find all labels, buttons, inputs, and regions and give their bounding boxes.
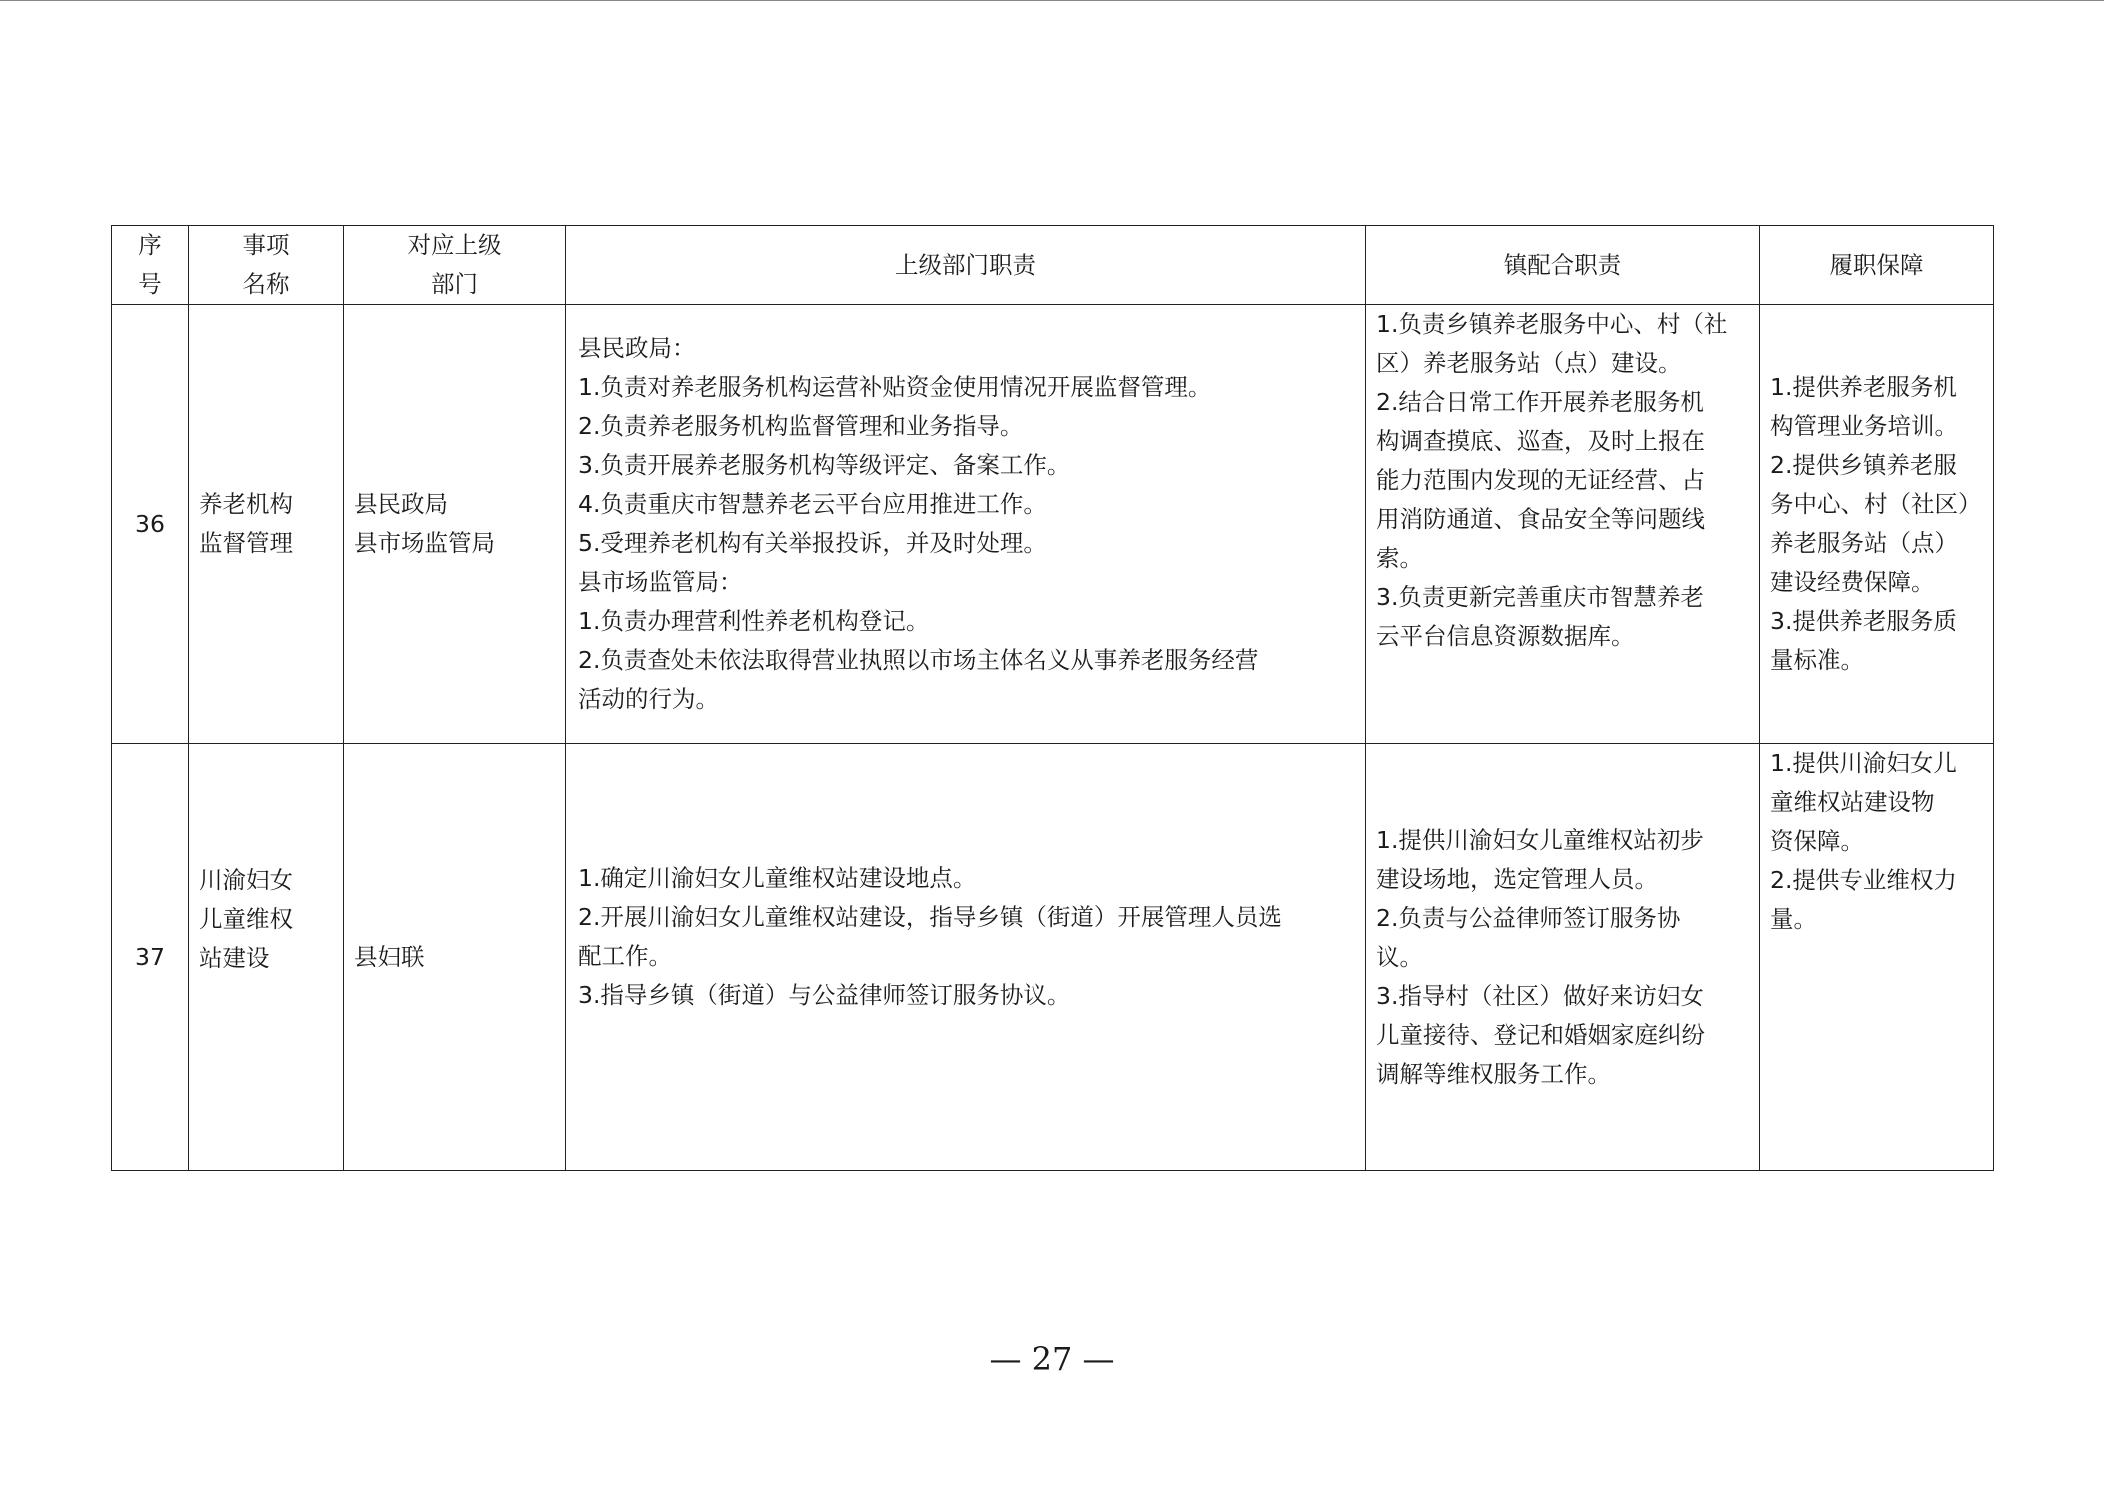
table-row bbox=[112, 744, 1994, 1171]
cell-superior-dept: 县妇联 bbox=[344, 744, 566, 1171]
cell-guarantee: 1.提供养老服务机 构管理业务培训。 2.提供乡镇养老服 务中心、村（社区） 养老服务站（点） 建设经费保障。 3.提供养老服务质 量标准。 bbox=[1760, 305, 1994, 744]
header-item-name: 事项 名称 bbox=[189, 226, 344, 305]
cell-superior-duty bbox=[566, 744, 1366, 1171]
header-superior-dept: 对应上级 部门 bbox=[344, 226, 566, 305]
superior-duty-block: 1.确定川渝妇女儿童维权站建设地点。 2.开展川渝妇女儿童维权站建设，指导乡镇（街道）开展管理人员选 配工作。 3.指导乡镇（街道）与公益律师签订服务协议。 bbox=[578, 864, 1282, 1009]
cell-seq: 36 bbox=[112, 305, 189, 744]
cell-guarantee: 1.提供川渝妇女儿 童维权站建设物 资保障。 2.提供专业维权力 量。 bbox=[1760, 744, 1994, 1171]
table-row bbox=[112, 305, 1994, 744]
page-number: — 27 — bbox=[989, 1340, 1115, 1378]
cell-superior-dept: 县民政局 县市场监管局 bbox=[344, 305, 566, 744]
cell-seq: 37 bbox=[112, 744, 189, 1171]
top-border-line bbox=[0, 0, 2104, 1]
cell-town-duty: 1.提供川渝妇女儿童维权站初步 建设场地，选定管理人员。 2.负责与公益律师签订服务协 议。 3.指导村（社区）做好来访妇女 儿童接待、登记和婚姻家庭纠纷 调解等维权服务工作。 bbox=[1366, 744, 1760, 1171]
cell-item-name: 养老机构 监督管理 bbox=[189, 305, 344, 744]
cell-town-duty: 1.负责乡镇养老服务中心、村（社 区）养老服务站（点）建设。 2.结合日常工作开展养老服务机 构调查摸底、巡查，及时上报在 能力范围内发现的无证经营、占 用消防通道、食品安全等问题线 索。 3.负责更新完善重庆市智慧养老 云平台信息资源数据库。 bbox=[1366, 305, 1760, 744]
item-name-block: 川渝妇女 儿童维权 站建设 bbox=[199, 865, 293, 972]
header-town-duty: 镇配合职责 bbox=[1366, 226, 1760, 305]
table-header-row bbox=[112, 226, 1994, 305]
duty-table bbox=[111, 225, 1994, 1171]
cell-superior-duty: 县民政局： 1.负责对养老服务机构运营补贴资金使用情况开展监督管理。 2.负责养老服务机构监督管理和业务指导。 3.负责开展养老服务机构等级评定、备案工作。 4.负责重庆市智慧养老云平台应用推进工作。 5.受理养老机构有关举报投诉，并及时处理。 县市场监管局： 1.负责办理营利性养老机构登记。 2.负责查处未依法取得营业执照以市场主体名义从事养老服务经营 活动的行为。 bbox=[566, 305, 1366, 744]
header-seq: 序 号 bbox=[112, 226, 189, 305]
header-guarantee: 履职保障 bbox=[1760, 226, 1994, 305]
header-superior-duty: 上级部门职责 bbox=[566, 226, 1366, 305]
cell-item-name bbox=[189, 744, 344, 1171]
